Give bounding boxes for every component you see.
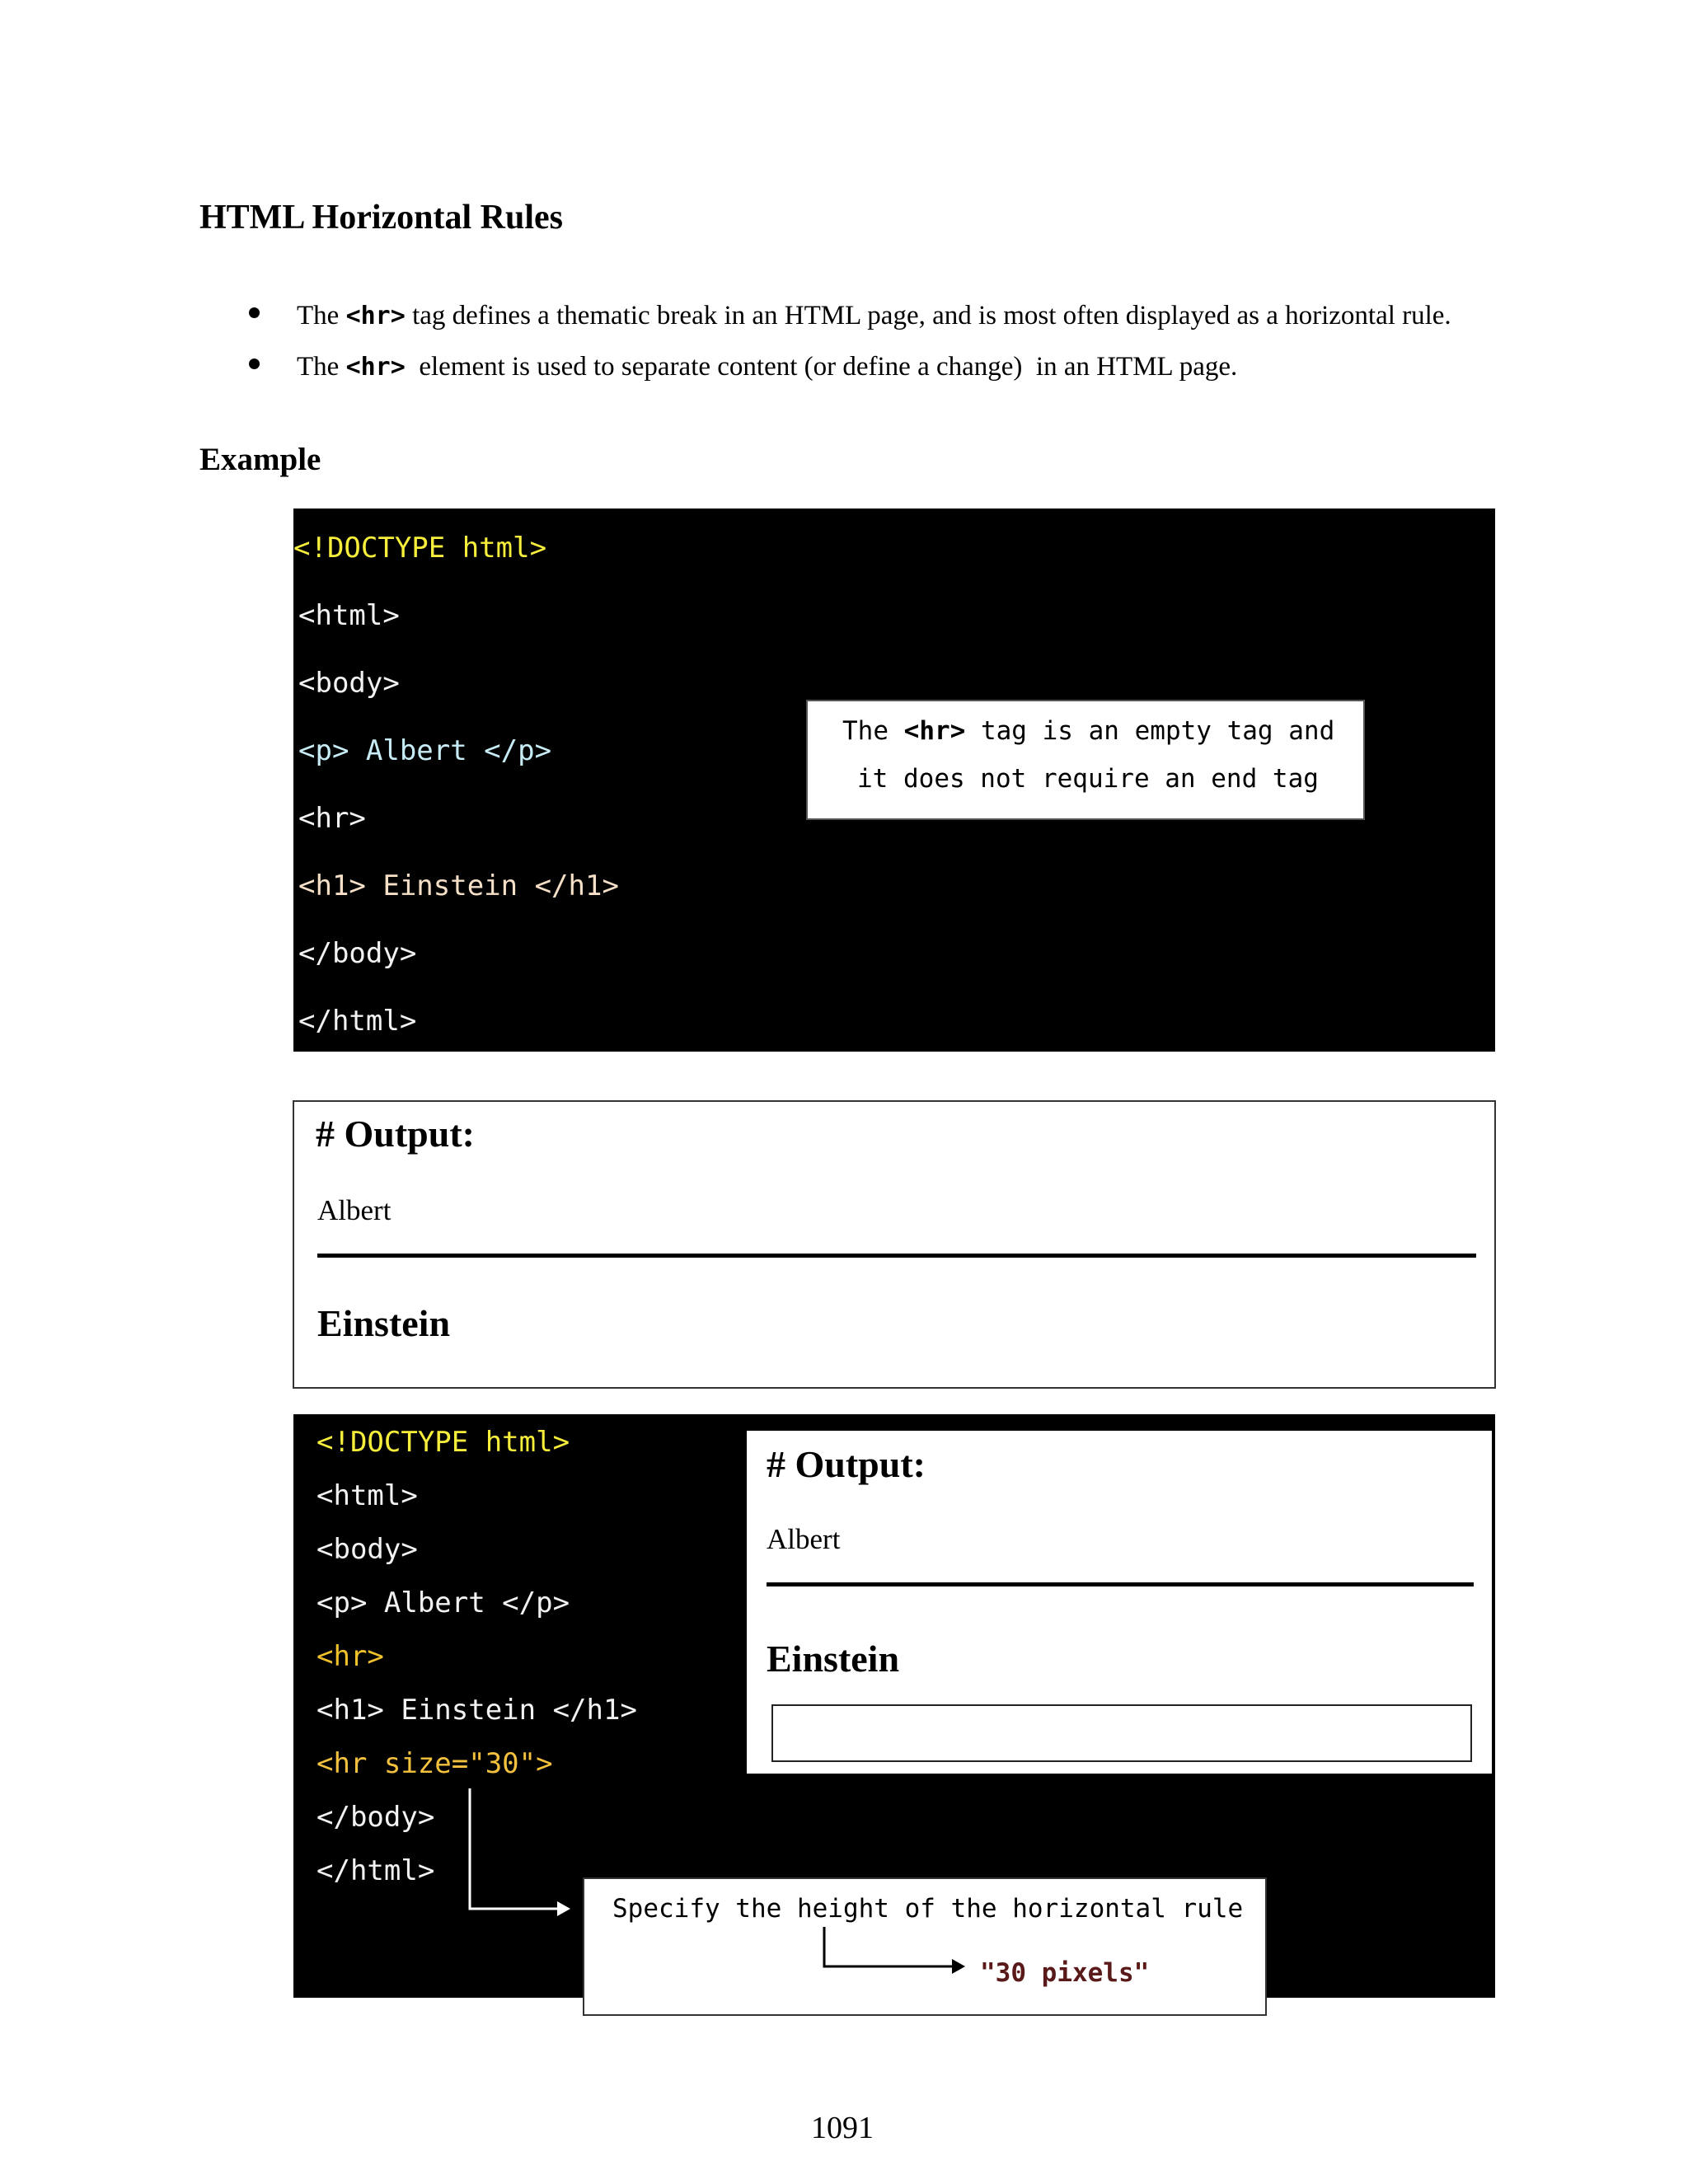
bullet-text-pre: The: [297, 352, 346, 382]
output-paragraph: Albert: [317, 1194, 392, 1226]
code-line: <hr>: [298, 802, 366, 835]
code-line: </body>: [298, 937, 417, 970]
note-code: <hr>: [903, 716, 966, 746]
note-arrow: [584, 1879, 1265, 2014]
note-text: it does not require an end tag: [857, 764, 1319, 794]
arrow-head-icon: [557, 1901, 570, 1916]
code-line: <!DOCTYPE html>: [293, 532, 547, 565]
output-h1: Einstein: [317, 1302, 451, 1344]
page-number: 1091: [811, 2111, 874, 2145]
code-line: <h1> Einstein </h1>: [316, 1694, 637, 1727]
output-paragraph: Albert: [767, 1523, 841, 1555]
code-line: </body>: [316, 1801, 435, 1834]
example-heading: Example: [199, 442, 321, 477]
code-line: </html>: [298, 1005, 417, 1038]
code-line: </html>: [316, 1854, 435, 1887]
code-line: <html>: [298, 599, 400, 632]
arrow-to-note-line: [470, 1788, 560, 1909]
output-heading: # Output:: [767, 1443, 926, 1485]
output-heading: # Output:: [316, 1113, 475, 1155]
code-line: <html>: [316, 1479, 418, 1512]
page-title: HTML Horizontal Rules: [199, 199, 563, 237]
code-line: <p> Albert </p>: [298, 734, 552, 767]
code-line: <body>: [298, 667, 400, 700]
note-text: tag is an empty tag and: [965, 716, 1335, 746]
note-value: "30 pixels": [980, 1958, 1150, 1988]
note-hr-size: [583, 1877, 1267, 2016]
bullet-text-post: tag defines a thematic break in an HTML page, and is most often displayed as a horizontal rule.: [405, 301, 1451, 330]
bullet-code: <hr>: [345, 302, 406, 330]
output-h1: Einstein: [767, 1638, 900, 1680]
code-line: <!DOCTYPE html>: [316, 1426, 570, 1459]
code-line: <h1> Einstein </h1>: [298, 869, 619, 902]
arrow-head-icon: [952, 1959, 965, 1974]
code-line: <hr>: [316, 1640, 384, 1673]
bullet-code: <hr>: [345, 353, 406, 382]
code-line: <body>: [316, 1533, 418, 1566]
bullet-text-pre: The: [297, 301, 346, 330]
note-text: Specify the height of the horizontal rule: [612, 1894, 1244, 1924]
note-text: The: [842, 716, 904, 746]
bullet-text-post: element is used to separate content (or define a change) in an HTML page.: [405, 352, 1238, 382]
code-line: <p> Albert </p>: [316, 1586, 570, 1619]
code-line: <hr size="30">: [316, 1747, 553, 1780]
